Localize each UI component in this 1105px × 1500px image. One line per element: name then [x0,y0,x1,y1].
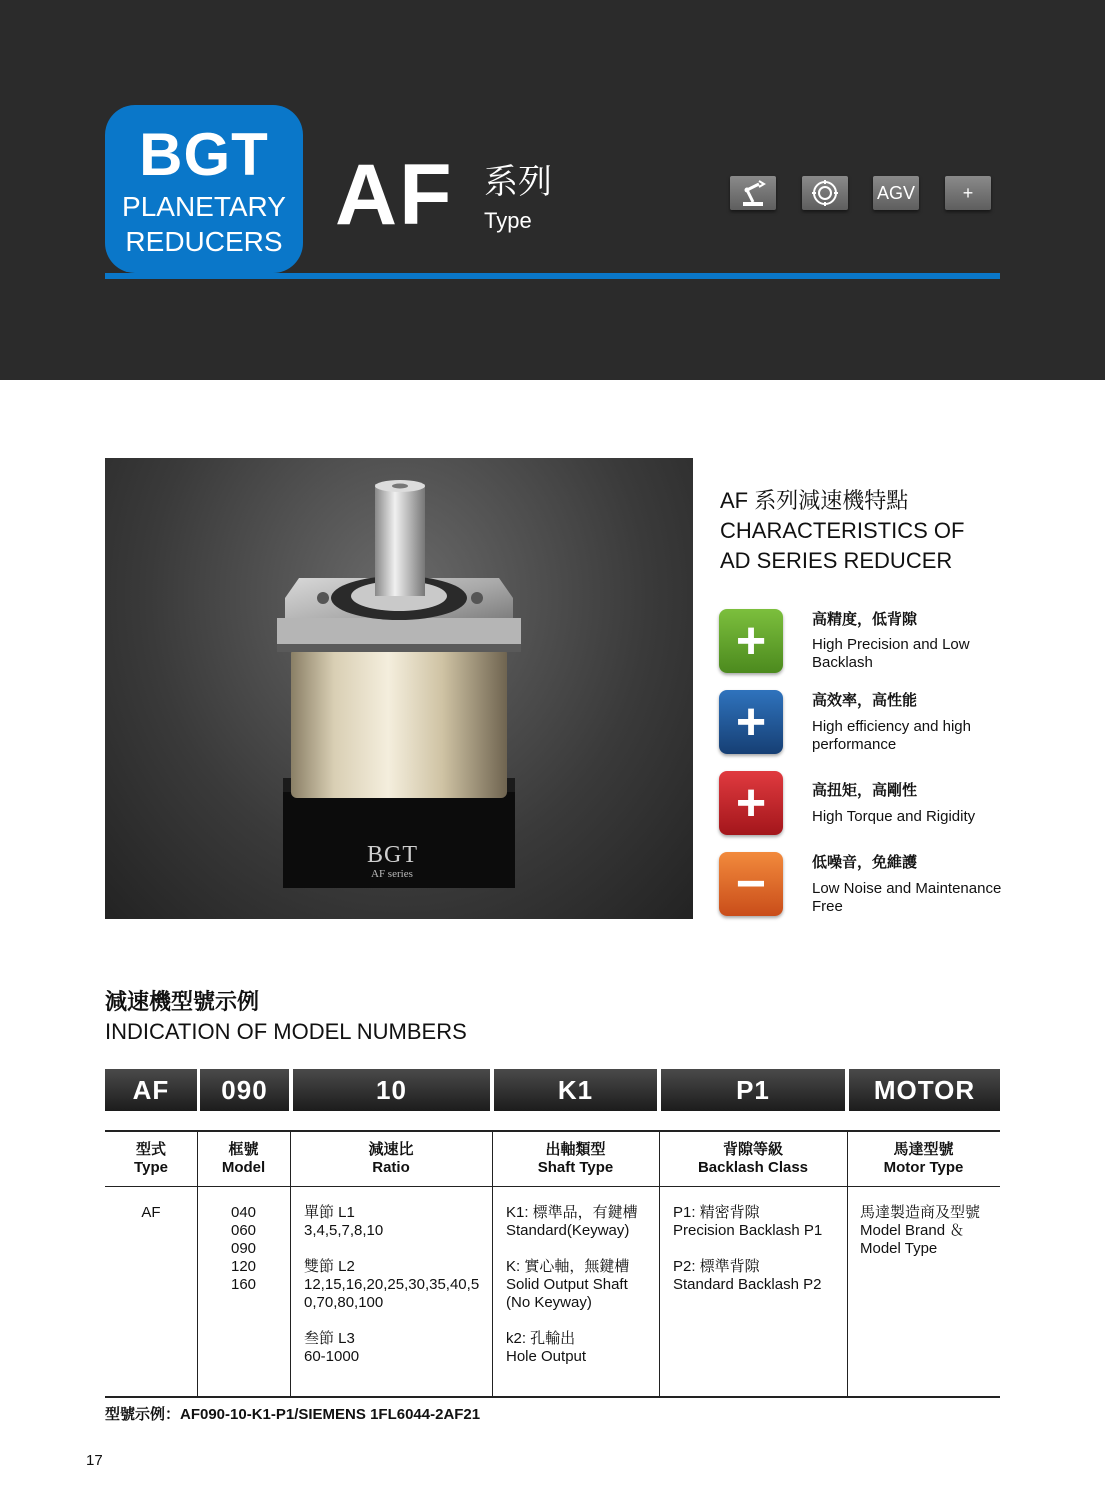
ratio-l2-values-1: 12,15,16,20,25,30,35,40,5 [304,1276,480,1293]
motor-cn: 馬達製造商及型號 [860,1204,981,1221]
feature-efficiency-en [812,718,1012,754]
feature-precision-en-line1: High Precision and Low [812,636,970,653]
ratio-l3-values: 60-1000 [304,1348,360,1365]
code-shaft: K1 [494,1069,657,1111]
feature-torque-cn: 高扭矩，高剛性 [812,782,918,799]
series-title-cn: 系列 [484,163,552,201]
backlash-p1-cn: P1: 精密背隙 [673,1204,760,1221]
table-header-shaft-cn: 出軸類型 [545,1141,606,1158]
table-header-model [197,1132,290,1186]
code-motor: MOTOR [849,1069,1000,1111]
robot-arm-icon [730,176,776,210]
table-header-motor-en: Motor Type [883,1159,964,1176]
table-header-divider [105,1186,1000,1187]
product-brand-mark: BGT [367,842,418,868]
table-header-backlash [659,1132,847,1186]
minus-icon: − [719,852,783,916]
backlash-p1-en: Precision Backlash P1 [673,1222,823,1239]
table-header-motor-cn: 馬達型號 [893,1141,954,1158]
shaft-k2-cn: k2: 孔輸出 [506,1330,576,1347]
plus-icon: + [945,176,991,210]
feature-efficiency-en-line2: performance [812,736,897,753]
table-header-backlash-cn: 背隙等級 [722,1141,783,1158]
gear-icon [802,176,848,210]
motor-en-2: Model Type [860,1240,938,1257]
characteristics-title-en-1: CHARACTERISTICS OF [720,518,965,543]
feature-efficiency-en-line1: High efficiency and high [812,718,971,735]
backlash-p2-cn: P2: 標準背隙 [673,1258,760,1275]
ratio-l2-label: 雙節 L2 [304,1258,355,1275]
cell-model-160: 160 [230,1276,257,1293]
shaft-k1-en: Standard(Keyway) [506,1222,630,1239]
feature-torque-en [812,808,1012,826]
code-type: AF [105,1069,197,1111]
cell-motor [860,1204,980,1258]
characteristics-title-cn: AF 系列減速機特點 [720,488,909,513]
feature-noise-en-line2: Free [812,898,843,915]
page-number: 17 [86,1452,103,1469]
shaft-k-cn: K: 實心軸，無鍵槽 [506,1258,630,1275]
agv-label: AGV [873,176,919,210]
shaft-k-en-2: (No Keyway) [506,1294,592,1311]
table-header-ratio [290,1132,492,1186]
cell-shaft [506,1204,638,1366]
shaft-k2-en: Hole Output [506,1348,587,1365]
cell-backlash [673,1204,822,1294]
header-divider [105,273,1000,279]
plus-icon: + [719,690,783,754]
cell-model-120: 120 [230,1258,257,1275]
ratio-l2-values-2: 0,70,80,100 [304,1294,384,1311]
backlash-p2-en: Standard Backlash P2 [673,1276,822,1293]
feature-noise-en-line1: Low Noise and Maintenance [812,880,1002,897]
code-backlash: P1 [661,1069,845,1111]
table-header-type-en: Type [134,1159,168,1176]
product-brand-sub: AF series [371,868,413,880]
feature-noise-en [812,880,1012,916]
indication-title-en: INDICATION OF MODEL NUMBERS [105,1019,467,1044]
brand-logo-box [105,105,303,273]
ratio-l1-label: 單節 L1 [304,1204,355,1221]
feature-precision-cn: 高精度，低背隙 [812,611,918,628]
indication-title-cn: 減速機型號示例 [105,989,260,1014]
series-title-en: Type [484,208,532,233]
feature-noise-cn: 低噪音，免維護 [812,854,918,871]
cell-model-090: 090 [230,1240,257,1257]
product-photo [105,458,693,919]
cell-model [197,1204,290,1294]
table-header-model-cn: 框號 [228,1141,259,1158]
cell-ratio [304,1204,479,1366]
cell-type-value: AF [141,1204,161,1221]
feature-efficiency-cn: 高效率，高性能 [812,692,918,709]
feature-torque-en-line1: High Torque and Rigidity [812,808,976,825]
characteristics-title [720,486,964,576]
table-header-shaft-en: Shaft Type [537,1159,614,1176]
model-example: 型號示例：AF090-10-K1-P1/SIEMENS 1FL6044-2AF21 [105,1406,481,1423]
characteristics-title-en-2: AD SERIES REDUCER [720,548,953,573]
header-band [0,0,1105,380]
brand-name: BGT [139,121,269,188]
cell-type [105,1204,197,1222]
plus-icon: + [719,609,783,673]
shaft-k1-cn: K1: 標準品，有鍵槽 [506,1204,638,1221]
feature-precision-en [812,636,1012,672]
model-table [105,1130,1000,1398]
table-header-type [105,1132,197,1186]
shaft-k-en-1: Solid Output Shaft [506,1276,628,1293]
ratio-l1-values: 3,4,5,7,8,10 [304,1222,384,1239]
series-title: AF [335,147,454,243]
cell-model-040: 040 [230,1204,257,1221]
table-header-ratio-en: Ratio [372,1159,410,1176]
brand-line-reducers: REDUCERS [125,226,283,257]
ratio-l3-label: 叁節 L3 [304,1330,355,1347]
code-ratio: 10 [293,1069,490,1111]
motor-en-1: Model Brand ＆ [860,1222,965,1239]
table-header-model-en: Model [221,1159,266,1176]
table-header-backlash-en: Backlash Class [697,1159,809,1176]
table-header-ratio-cn: 減速比 [368,1141,414,1158]
table-header-motor [847,1132,1000,1186]
code-model: 090 [200,1069,289,1111]
table-header-shaft [492,1132,659,1186]
feature-precision-en-line2: Backlash [812,654,873,671]
cell-model-060: 060 [230,1222,257,1239]
plus-icon: + [719,771,783,835]
brand-line-planetary: PLANETARY [122,191,286,222]
table-header-type-cn: 型式 [135,1141,166,1158]
